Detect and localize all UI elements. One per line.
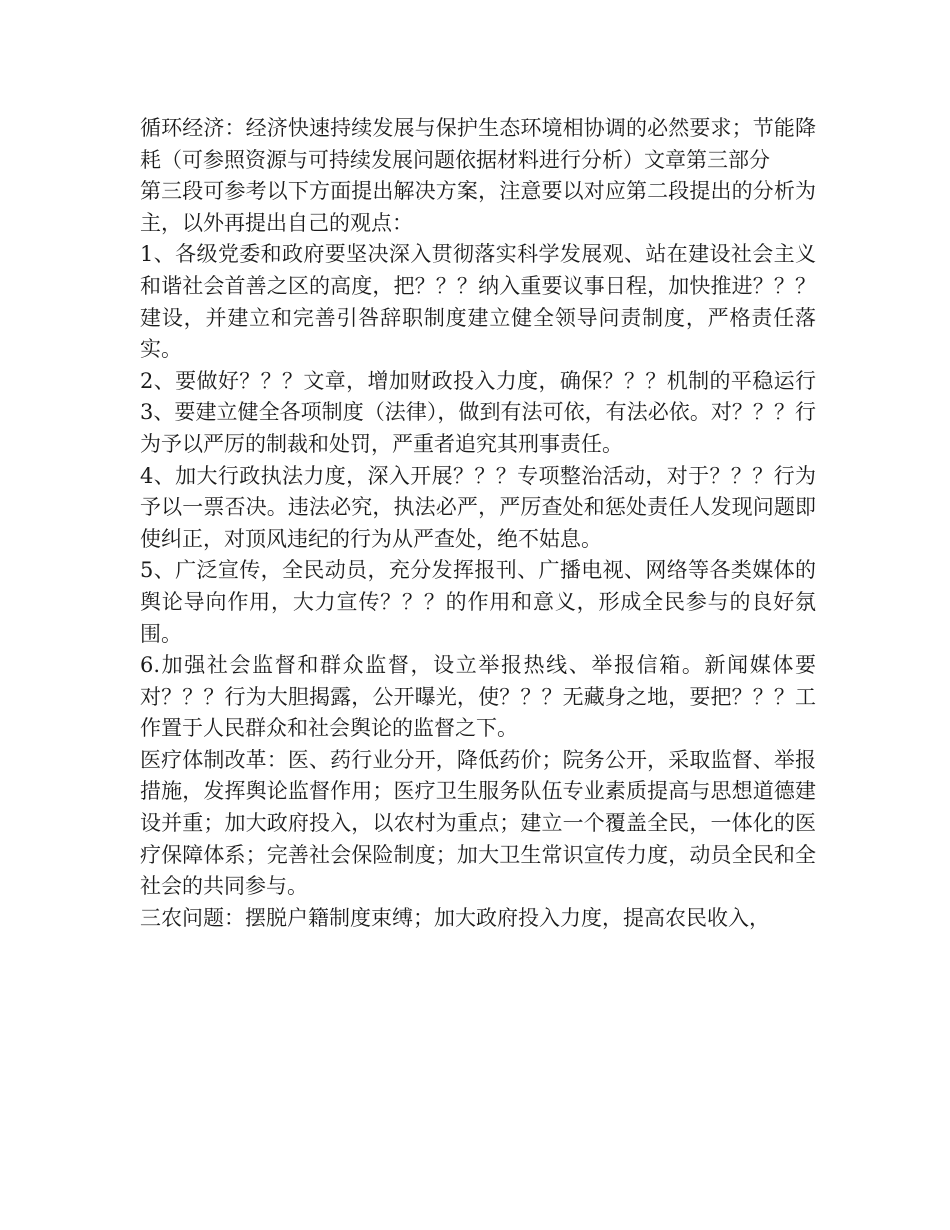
paragraph-item-6: 6.加强社会监督和群众监督，设立举报热线、举报信箱。新闻媒体要对？？？行为大胆揭露，公开曝光，使？？？无藏身之地，要把？？？工作置于人民群众和社会舆论的监督之下。: [140, 653, 816, 741]
document-page: [140, 113, 816, 934]
paragraph-medical-reform: 医疗体制改革：医、药行业分开，降低药价；院务公开，采取监督、举报措施，发挥舆论监督作用；医疗卫生服务队伍专业素质提高与思想道德建设并重；加大政府投入，以农村为重点；建立一个覆盖全民，一体化的医疗保障体系；完善社会保险制度；加大卫生常识宣传力度，动员全民和全社会的共同参与。: [140, 747, 816, 899]
paragraph-circular-economy: 循环经济：经济快速持续发展与保护生态环境相协调的必然要求；节能降耗（可参照资源与可持续发展问题依据材料进行分析）文章第三部分: [140, 116, 816, 172]
paragraph-item-4: 4、加大行政执法力度，深入开展？？？专项整治活动，对于？？？行为予以一票否决。违法必究，执法必严，严厉查处和惩处责任人发现问题即使纠正，对顶风违纪的行为从严查处，绝不姑息。: [140, 463, 816, 551]
paragraph-third-section-intro: 第三段可参考以下方面提出解决方案，注意要以对应第二段提出的分析为主，以外再提出自己的观点：: [140, 179, 816, 235]
paragraph-item-1: 1、各级党委和政府要坚决深入贯彻落实科学发展观、站在建设社会主义和谐社会首善之区的高度，把？？？纳入重要议事日程，加快推进？？？建设，并建立和完善引咎辞职制度建立健全领导问责制度，严格责任落实。: [140, 242, 816, 362]
paragraph-three-rural-issues: 三农问题：摆脱户籍制度束缚；加大政府投入力度，提高农民收入，: [140, 905, 770, 930]
paragraph-item-5: 5、广泛宣传，全民动员，充分发挥报刊、广播电视、网络等各类媒体的舆论导向作用，大力宣传？？？的作用和意义，形成全民参与的良好氛围。: [140, 558, 816, 646]
paragraph-item-2-3: 2、要做好？？？文章，增加财政投入力度，确保？？？机制的平稳运行 3、要建立健全各项制度（法律），做到有法可依，有法必依。对？？？行为予以严厉的制裁和处罚，严重者追究其刑事责任。: [140, 368, 816, 456]
